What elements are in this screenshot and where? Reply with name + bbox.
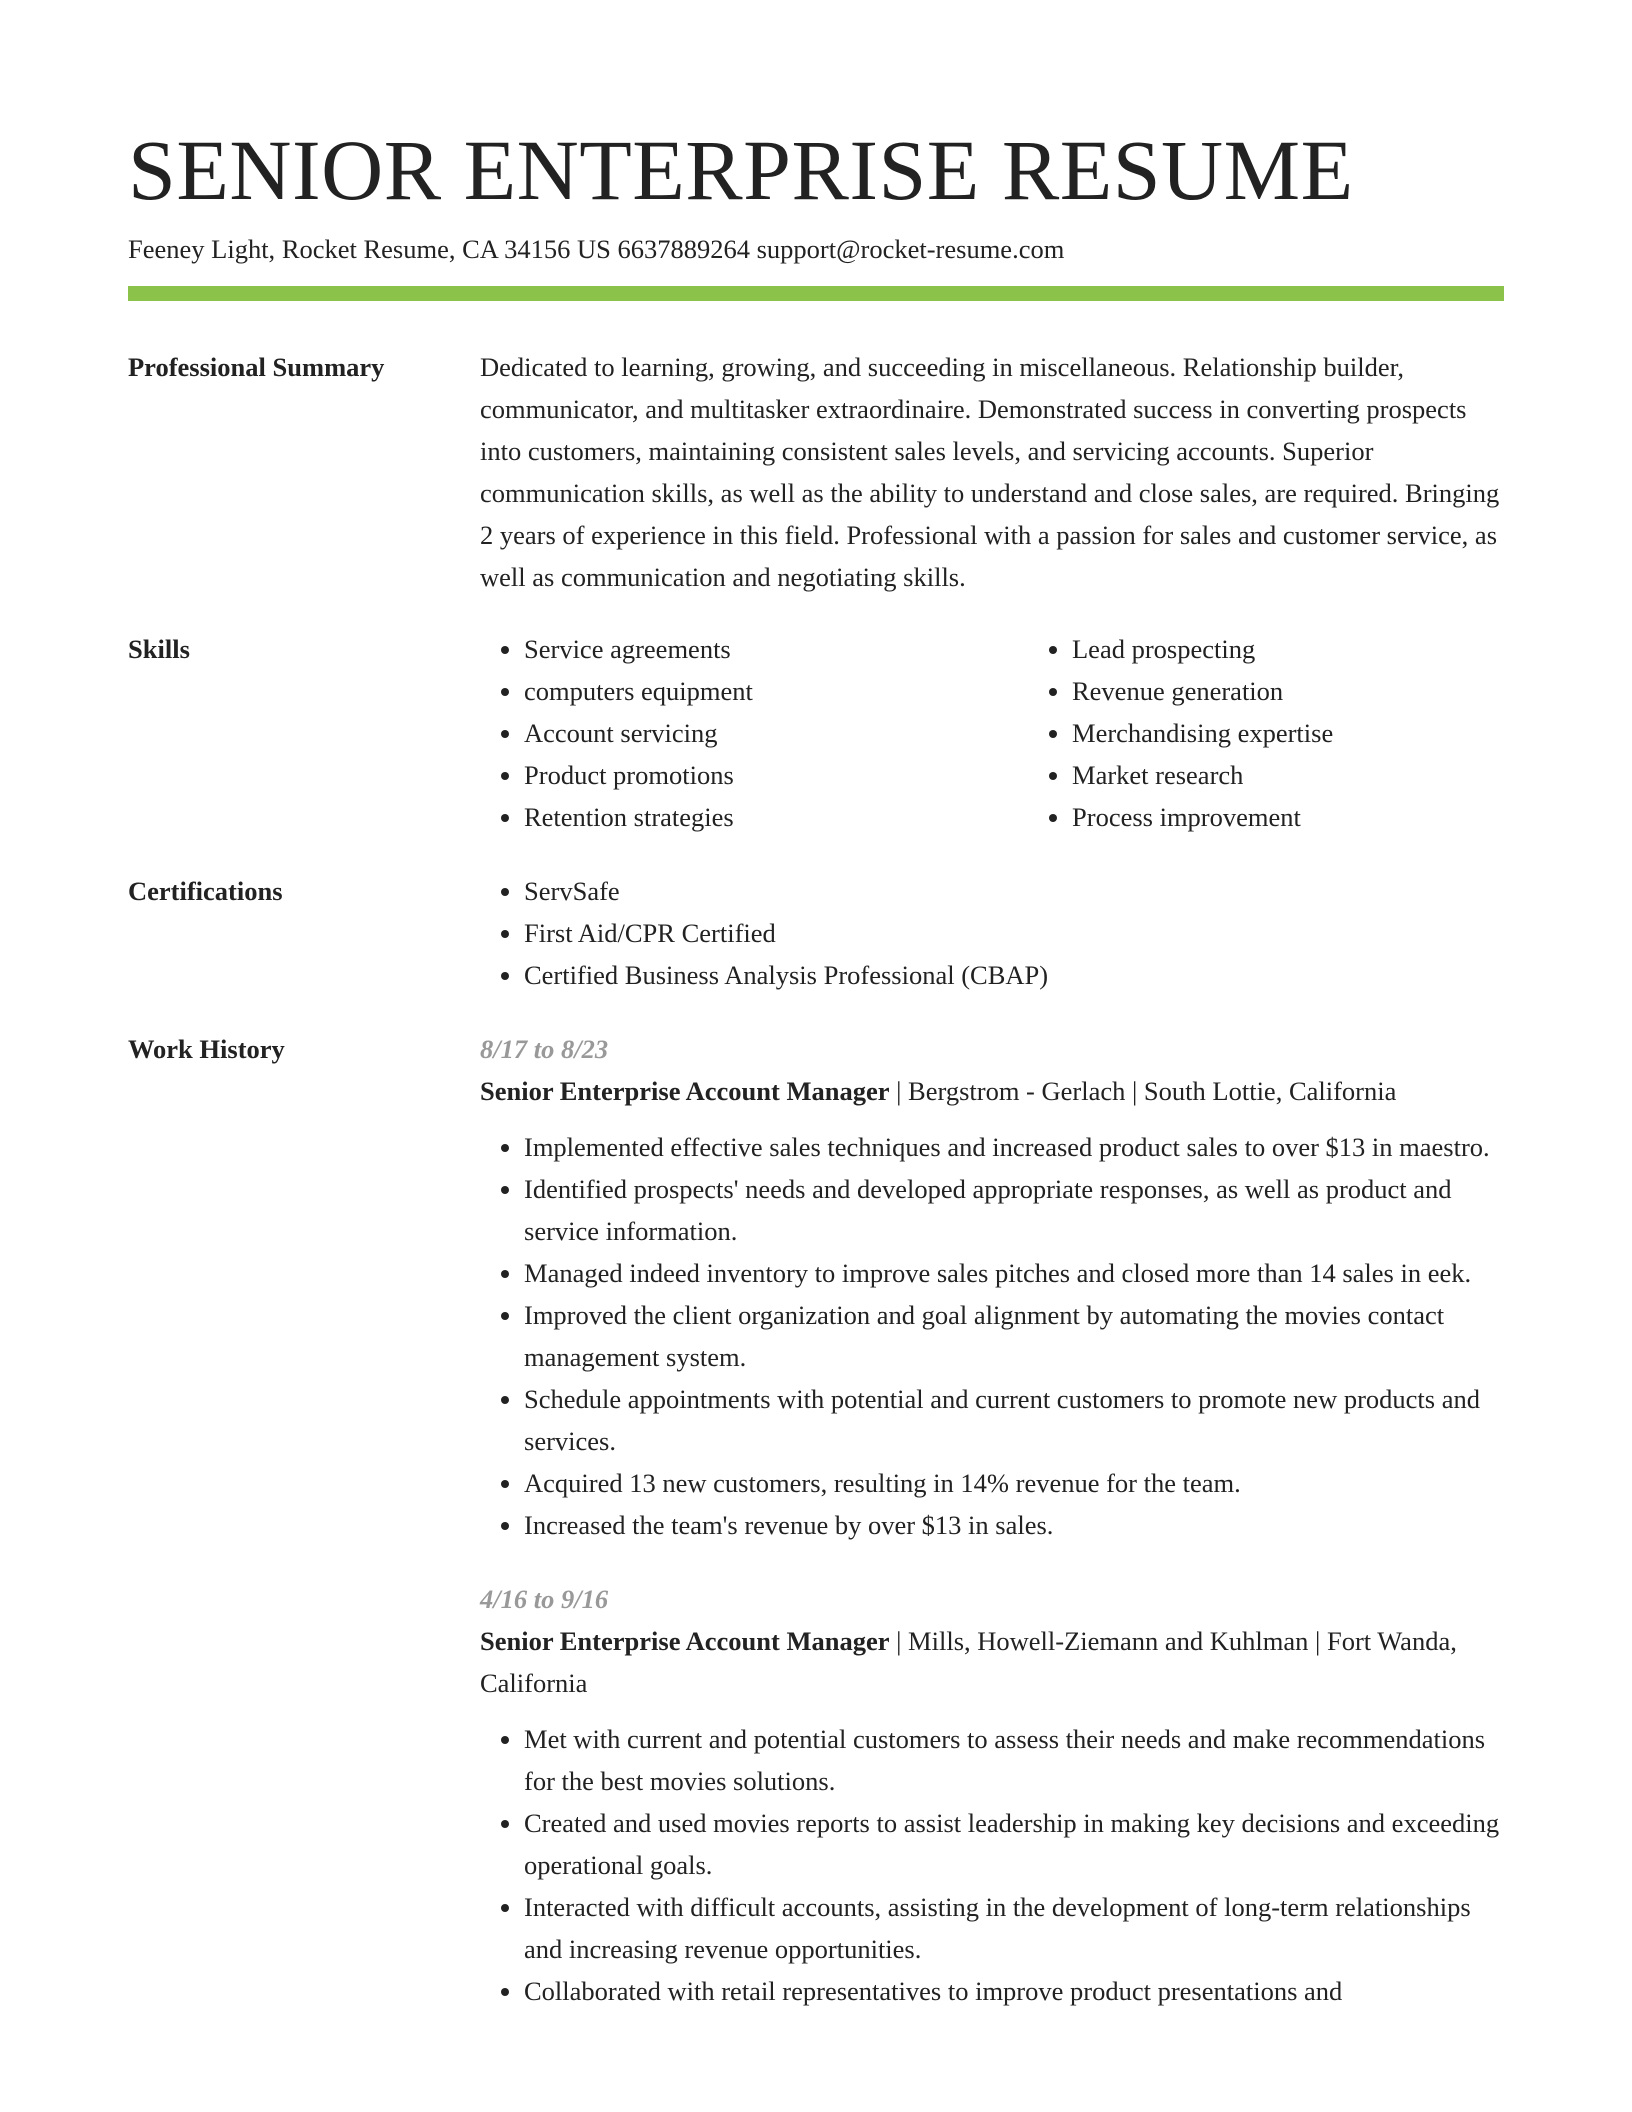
skill-item: • Product promotions [524,754,1028,796]
job-bullet: • Implemented effective sales techniques and increased product sales to over $13 in maestro. [524,1126,1504,1168]
skill-item: • Process improvement [1072,796,1576,838]
job-bullet: • Identified prospects' needs and developed appropriate responses, as well as product and service information. [524,1168,1504,1252]
job-title: Senior Enterprise Account Manager [480,1076,890,1106]
contact-address: Rocket Resume, CA 34156 US [281,234,611,264]
skills-list-right [1028,628,1576,838]
skill-item: • Account servicing [524,712,1028,754]
summary-text: Dedicated to learning, growing, and succeeding in miscellaneous. Relationship builder, communicator, and multitasker extraordinaire. Demonstrated success in converting prospects into customers, maintaining consistent sales levels, and servicing accounts. Superior communication skills, as well as the ability to understand and close sales, are required. Bringing 2 years of experience in this field. Professional with a passion for sales and customer service, as well as communication and negotiating skills. [480,352,1500,592]
skills-section [480,628,1504,838]
job-dates: 4/16 to 9/16 [480,1584,609,1614]
contact-email: support@rocket-resume.com [756,234,1065,264]
job-bullet: • Collaborated with retail representatives to improve product presentations and [524,1970,1504,2012]
job-dates: 8/17 to 8/23 [480,1034,609,1064]
job-heading [480,1620,1504,1704]
skill-item: • Merchandising expertise [1072,712,1576,754]
certification-item: • Certified Business Analysis Professional (CBAP) [524,954,1504,996]
skills-list-left [480,628,1028,838]
certification-item: • First Aid/CPR Certified [524,912,1504,954]
job-bullet: • Created and used movies reports to assist leadership in making key decisions and exceeding operational goals. [524,1802,1504,1886]
work-history-section [480,1028,1504,2012]
job-details: | Bergstrom - Gerlach | South Lottie, California [889,1076,1397,1106]
job-details: | Mills, Howell-Ziemann and Kuhlman | Fort Wanda, California [480,1626,1457,1698]
summary-section [480,346,1504,598]
job-entry [480,1028,1504,1546]
skill-item: • Revenue generation [1072,670,1576,712]
job-bullet: • Acquired 13 new customers, resulting in 14% revenue for the team. [524,1462,1504,1504]
job-bullet: • Increased the team's revenue by over $13 in sales. [524,1504,1504,1546]
section-label-certifications: Certifications [128,876,283,906]
contact-line [128,231,1064,267]
job-title: Senior Enterprise Account Manager [480,1626,890,1656]
skill-item: • Market research [1072,754,1576,796]
job-entry [480,1578,1504,2012]
job-heading [480,1070,1504,1112]
certifications-list [480,870,1504,996]
job-bullet: • Schedule appointments with potential and current customers to promote new products and services. [524,1378,1504,1462]
certifications-section [480,870,1504,996]
job-bullets [480,1718,1504,2012]
section-label-summary: Professional Summary [128,352,385,382]
job-bullets [480,1126,1504,1546]
skill-item: • computers equipment [524,670,1028,712]
job-bullet: • Managed indeed inventory to improve sales pitches and closed more than 14 sales in eek. [524,1252,1504,1294]
skill-item: • Lead prospecting [1072,628,1576,670]
accent-divider [128,286,1504,301]
section-label-skills: Skills [128,634,190,664]
resume-title: SENIOR ENTERPRISE RESUME [128,122,1354,218]
job-bullet: • Interacted with difficult accounts, assisting in the development of long-term relationships and increasing revenue opportunities. [524,1886,1504,1970]
certification-item: • ServSafe [524,870,1504,912]
job-bullet: • Met with current and potential customers to assess their needs and make recommendations for the best movies solutions. [524,1718,1504,1802]
contact-phone: 6637889264 [617,234,750,264]
job-bullet: • Improved the client organization and goal alignment by automating the movies contact management system. [524,1294,1504,1378]
section-label-work-history: Work History [128,1034,285,1064]
contact-name: Feeney Light, [128,234,276,264]
skill-item: • Service agreements [524,628,1028,670]
skill-item: • Retention strategies [524,796,1028,838]
